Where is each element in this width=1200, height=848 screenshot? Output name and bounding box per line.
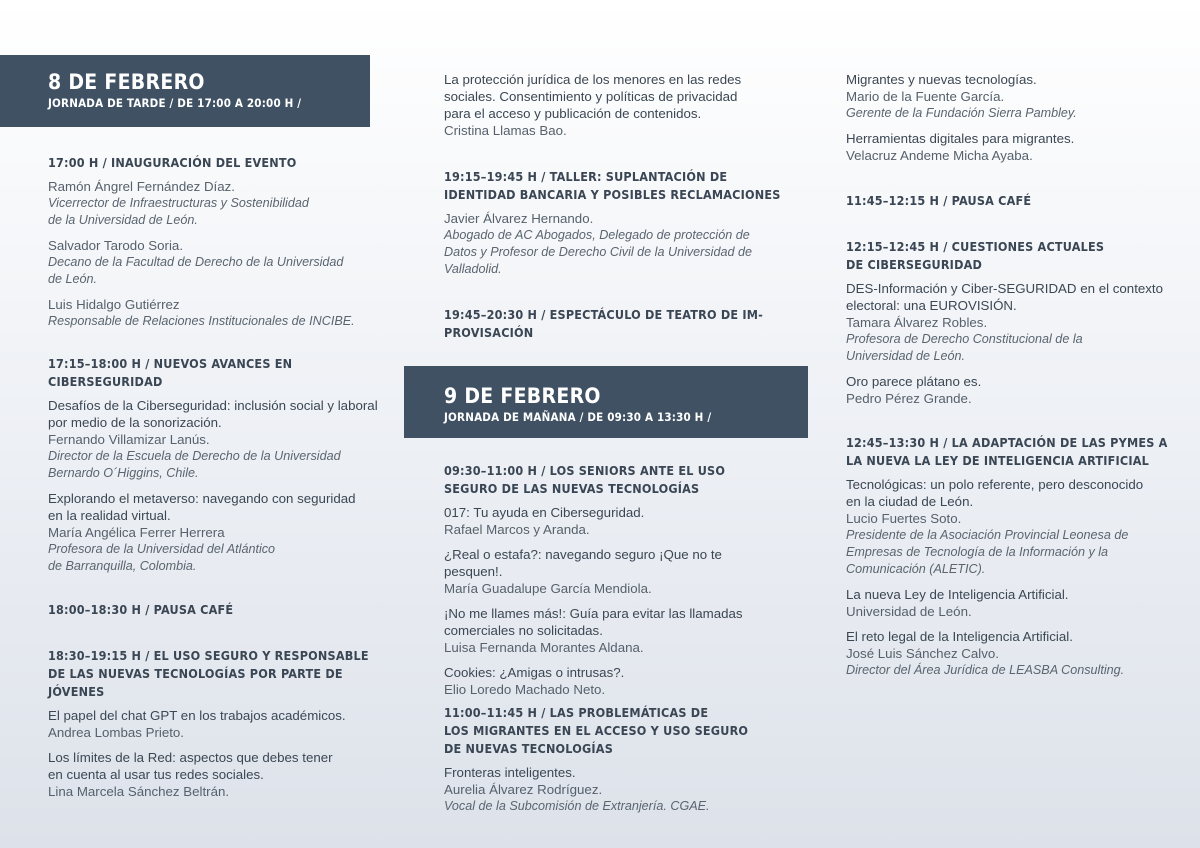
- col3-session-3: [846, 238, 1176, 415]
- session-header: 19:45–20:30 H / ESPECTÁCULO DE TEATRO DE IM- PROVISACIÓN: [444, 307, 764, 340]
- talk-title: Fronteras inteligentes.: [444, 765, 576, 780]
- speaker-role: Decano de la Facultad de Derecho de la Universidad de León.: [48, 255, 344, 286]
- speaker-name: Lucio Fuertes Soto.: [846, 511, 962, 526]
- speaker-name: Luisa Fernanda Morantes Aldana.: [444, 640, 644, 655]
- day1-session-2: [48, 355, 378, 583]
- talk-title: ¡No me llames más!: Guía para evitar las llamadas comerciales no solicitadas.: [444, 606, 743, 638]
- speaker-role: Abogado de AC Abogados, Delegado de protección de Datos y Profesor de Derecho Civil de la Universidad de Valladolid.: [444, 228, 752, 276]
- talk-title: Desafíos de la Ciberseguridad: inclusión social y laboral por medio de la sonorización.: [48, 398, 378, 430]
- talk-title: DES-Información y Ciber-SEGURIDAD en el contexto electoral: una EUROVISIÓN.: [846, 281, 1164, 313]
- session-header: 11:45–12:15 H / PAUSA CAFÉ: [846, 193, 1032, 208]
- speaker-name: María Angélica Ferrer Herrera: [48, 525, 225, 540]
- day1-session-3: [48, 601, 368, 625]
- list-item: [48, 490, 378, 575]
- talk-title: Cookies: ¿Amigas o intrusas?.: [444, 665, 625, 680]
- speaker-role: Director del Área Jurídica de LEASBA Consulting.: [846, 663, 1125, 677]
- session-header: 09:30–11:00 H / LOS SENIORS ANTE EL USO SEGURO DE LAS NUEVAS TECNOLOGÍAS: [444, 463, 726, 496]
- list-item: [48, 749, 378, 800]
- day2-banner: [404, 366, 808, 438]
- session-header: 17:00 H / INAUGURACIÓN DEL EVENTO: [48, 155, 297, 170]
- talk-title: Tecnológicas: un polo referente, pero desconocido en la ciudad de León.: [846, 477, 1144, 509]
- session-header: 19:15–19:45 H / TALLER: SUPLANTACIÓN DE IDENTIDAD BANCARIA Y POSIBLES RECLAMACIONES: [444, 169, 781, 202]
- day2-session-1: [444, 462, 784, 706]
- talk-title: La nueva Ley de Inteligencia Artificial.: [846, 587, 1069, 602]
- speaker-role: Gerente de la Fundación Sierra Pambley.: [846, 106, 1077, 120]
- list-item: [846, 586, 1186, 620]
- speaker-name: Fernando Villamizar Lanús.: [48, 432, 210, 447]
- list-item: [444, 504, 784, 538]
- talk-title: Explorando el metaverso: navegando con seguridad en la realidad virtual.: [48, 491, 356, 523]
- list-item: [846, 628, 1186, 679]
- list-item: [846, 476, 1186, 578]
- talk-title: Oro parece plátano es.: [846, 374, 982, 389]
- day2-title: 9 DE FEBRERO: [444, 384, 601, 408]
- day1-banner: [0, 55, 370, 127]
- list-item: [846, 280, 1176, 365]
- list-item: [444, 664, 784, 698]
- col2-session-1: [444, 71, 774, 147]
- day1-session-4: [48, 647, 378, 808]
- list-item: [444, 71, 774, 139]
- speaker-name: María Guadalupe García Mendiola.: [444, 581, 652, 596]
- list-item: [444, 605, 784, 656]
- speaker-name: Rafael Marcos y Aranda.: [444, 522, 590, 537]
- list-item: [48, 178, 368, 229]
- speaker-name: Velacruz Andeme Micha Ayaba.: [846, 148, 1033, 163]
- speaker-name: Mario de la Fuente García.: [846, 89, 1005, 104]
- list-item: [48, 296, 368, 330]
- day2-subtitle: JORNADA DE MAÑANA / DE 09:30 A 13:30 H /: [444, 410, 712, 424]
- speaker-name: Lina Marcela Sánchez Beltrán.: [48, 784, 230, 799]
- col3-session-1: [846, 71, 1176, 172]
- list-item: [444, 764, 784, 815]
- speaker-name: Cristina Llamas Bao.: [444, 123, 567, 138]
- speaker-name: Salvador Tarodo Soria.: [48, 238, 184, 253]
- speaker-name: Ramón Ángrel Fernández Díaz.: [48, 179, 235, 194]
- speaker-name: Andrea Lombas Prieto.: [48, 725, 185, 740]
- list-item: [48, 397, 378, 482]
- talk-title: Migrantes y nuevas tecnologías.: [846, 72, 1037, 87]
- list-item: [444, 546, 784, 597]
- speaker-role: Profesora de Derecho Constitucional de la Universidad de León.: [846, 332, 1083, 363]
- speaker-role: Vocal de la Subcomisión de Extranjería. CGAE.: [444, 799, 710, 813]
- speaker-role: Vicerrector de Infraestructuras y Sostenibilidad de la Universidad de León.: [48, 196, 309, 227]
- speaker-role: Presidente de la Asociación Provincial Leonesa de Empresas de Tecnología de la Información y la Comunicación (ALETIC).: [846, 528, 1129, 576]
- speaker-name: Elio Loredo Machado Neto.: [444, 682, 606, 697]
- session-header: 12:45–13:30 H / LA ADAPTACIÓN DE LAS PYMES A LA NUEVA LA LEY DE INTELIGENCIA ARTIFICIAL: [846, 435, 1168, 468]
- list-item: [444, 210, 784, 278]
- talk-title: Herramientas digitales para migrantes.: [846, 131, 1075, 146]
- session-header: 17:15–18:00 H / NUEVOS AVANCES EN CIBERSEGURIDAD: [48, 356, 293, 389]
- speaker-name: Aurelia Álvarez Rodríguez.: [444, 782, 603, 797]
- session-header: 18:00–18:30 H / PAUSA CAFÉ: [48, 602, 234, 617]
- day1-session-1: [48, 154, 368, 338]
- speaker-name: Pedro Pérez Grande.: [846, 391, 972, 406]
- col3-session-2: [846, 192, 1176, 216]
- list-item: [48, 237, 368, 288]
- session-header: 11:00–11:45 H / LAS PROBLEMÁTICAS DE LOS MIGRANTES EN EL ACCESO Y USO SEGURO DE NUEVAS TECNOLOGÍAS: [444, 705, 749, 756]
- day1-title: 8 DE FEBRERO: [48, 70, 205, 94]
- talk-title: 017: Tu ayuda en Ciberseguridad.: [444, 505, 645, 520]
- session-header: 18:30–19:15 H / EL USO SEGURO Y RESPONSABLE DE LAS NUEVAS TECNOLOGÍAS POR PARTE DE JÓVENES: [48, 648, 369, 699]
- list-item: [846, 71, 1176, 122]
- talk-title: Los límites de la Red: aspectos que debes tener en cuenta al usar tus redes sociales.: [48, 750, 333, 782]
- day2-session-2: [444, 704, 784, 823]
- speaker-role: Director de la Escuela de Derecho de la Universidad Bernardo O´Higgins, Chile.: [48, 449, 341, 480]
- day1-subtitle: JORNADA DE TARDE / DE 17:00 A 20:00 H /: [48, 96, 302, 110]
- speaker-name: José Luis Sánchez Calvo.: [846, 646, 999, 661]
- list-item: [48, 707, 378, 741]
- col3-session-4: [846, 434, 1186, 687]
- talk-title: La protección jurídica de los menores en las redes sociales. Consentimiento y políticas de privacidad para el acceso y publicación de contenidos.: [444, 72, 742, 121]
- talk-title: El reto legal de la Inteligencia Artificial.: [846, 629, 1073, 644]
- speaker-name: Universidad de León.: [846, 604, 972, 619]
- speaker-name: Luis Hidalgo Gutiérrez: [48, 297, 180, 312]
- list-item: [846, 130, 1176, 164]
- talk-title: ¿Real o estafa?: navegando seguro ¡Que no te pesquen!.: [444, 547, 722, 579]
- speaker-role: Profesora de la Universidad del Atlántico de Barranquilla, Colombia.: [48, 542, 276, 573]
- speaker-name: Tamara Álvarez Robles.: [846, 315, 988, 330]
- speaker-name: Javier Álvarez Hernando.: [444, 211, 594, 226]
- session-header: 12:15–12:45 H / CUESTIONES ACTUALES DE CIBERSEGURIDAD: [846, 239, 1105, 272]
- speaker-role: Responsable de Relaciones Institucionales de INCIBE.: [48, 314, 355, 328]
- col2-session-3: [444, 306, 774, 348]
- list-item: [846, 373, 1176, 407]
- col2-session-2: [444, 168, 784, 286]
- talk-title: El papel del chat GPT en los trabajos académicos.: [48, 708, 346, 723]
